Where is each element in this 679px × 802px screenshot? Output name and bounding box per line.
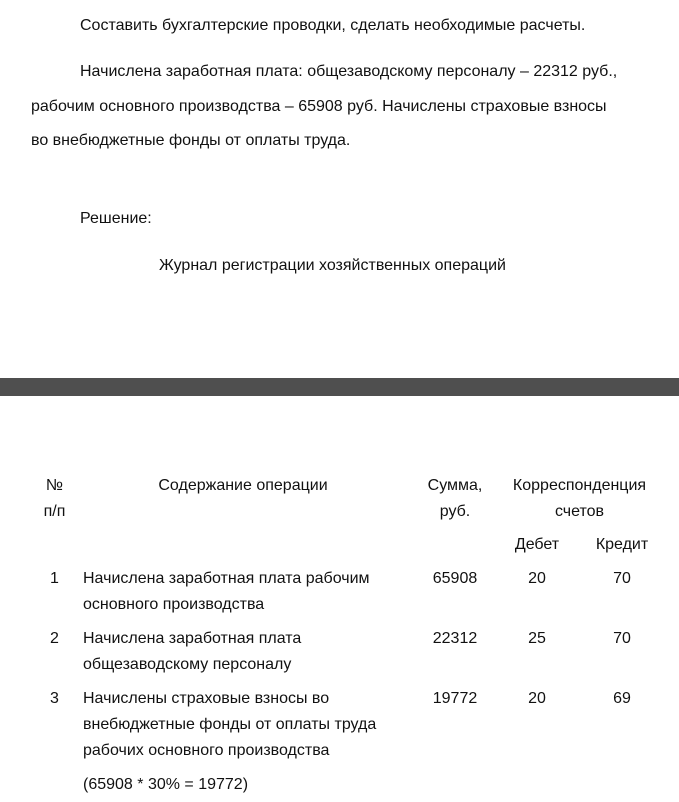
- row-sum: 65908: [432, 570, 478, 587]
- page-break-bar: [0, 378, 679, 396]
- row-description-line: Начислена заработная плата: [83, 630, 302, 647]
- task-instruction: Составить бухгалтерские проводки, сделать необходимые расчеты.: [80, 17, 586, 34]
- header-debit: Дебет: [514, 536, 560, 553]
- row-description-line: основного производства: [83, 596, 265, 613]
- row-description-line: рабочих основного производства: [83, 742, 330, 759]
- row-credit: 69: [613, 690, 631, 707]
- header-sum-line-2: руб.: [439, 503, 471, 520]
- table-row: [0, 626, 679, 686]
- row-number: 1: [50, 570, 59, 587]
- row-description: [83, 626, 413, 678]
- row-debit: 25: [528, 630, 546, 647]
- row-sum: 22312: [432, 630, 478, 647]
- row-number: 2: [50, 630, 59, 647]
- row-description: [83, 566, 413, 618]
- task-paragraph-line-1: Начислена заработная плата: общезаводскому персоналу – 22312 руб.,: [80, 63, 618, 80]
- header-sum-line-1: Сумма,: [427, 477, 483, 494]
- row-description: [83, 686, 413, 798]
- solution-label: Решение:: [80, 210, 152, 227]
- table-row: [0, 566, 679, 626]
- header-correspondence-line-2: счетов: [554, 503, 605, 520]
- task-paragraph-line-3: во внебюджетные фонды от оплаты труда.: [31, 132, 351, 149]
- row-debit: 20: [528, 690, 546, 707]
- journal-title: Журнал регистрации хозяйственных операций: [159, 257, 506, 274]
- row-description-line: общезаводскому персоналу: [83, 656, 292, 673]
- row-description-line: Начислены страховые взносы во: [83, 690, 330, 707]
- header-correspondence-line-1: Корреспонденция: [512, 477, 647, 494]
- row-description-line: внебюджетные фонды от оплаты труда: [83, 716, 377, 733]
- table-row: [0, 686, 679, 802]
- header-num-line-2: п/п: [43, 503, 66, 520]
- header-num-line-1: №: [45, 477, 64, 494]
- row-number: 3: [50, 690, 59, 707]
- table-body: [0, 566, 679, 802]
- row-sum: 19772: [432, 690, 478, 707]
- task-paragraph-line-2: рабочим основного производства – 65908 руб. Начислены страховые взносы: [31, 98, 607, 115]
- row-credit: 70: [613, 570, 631, 587]
- header-credit: Кредит: [595, 536, 649, 553]
- row-description-line: Начислена заработная плата рабочим: [83, 570, 370, 587]
- row-debit: 20: [528, 570, 546, 587]
- row-credit: 70: [613, 630, 631, 647]
- row-calculation-note: (65908 * 30% = 19772): [83, 776, 249, 793]
- header-content: Содержание операции: [158, 477, 328, 494]
